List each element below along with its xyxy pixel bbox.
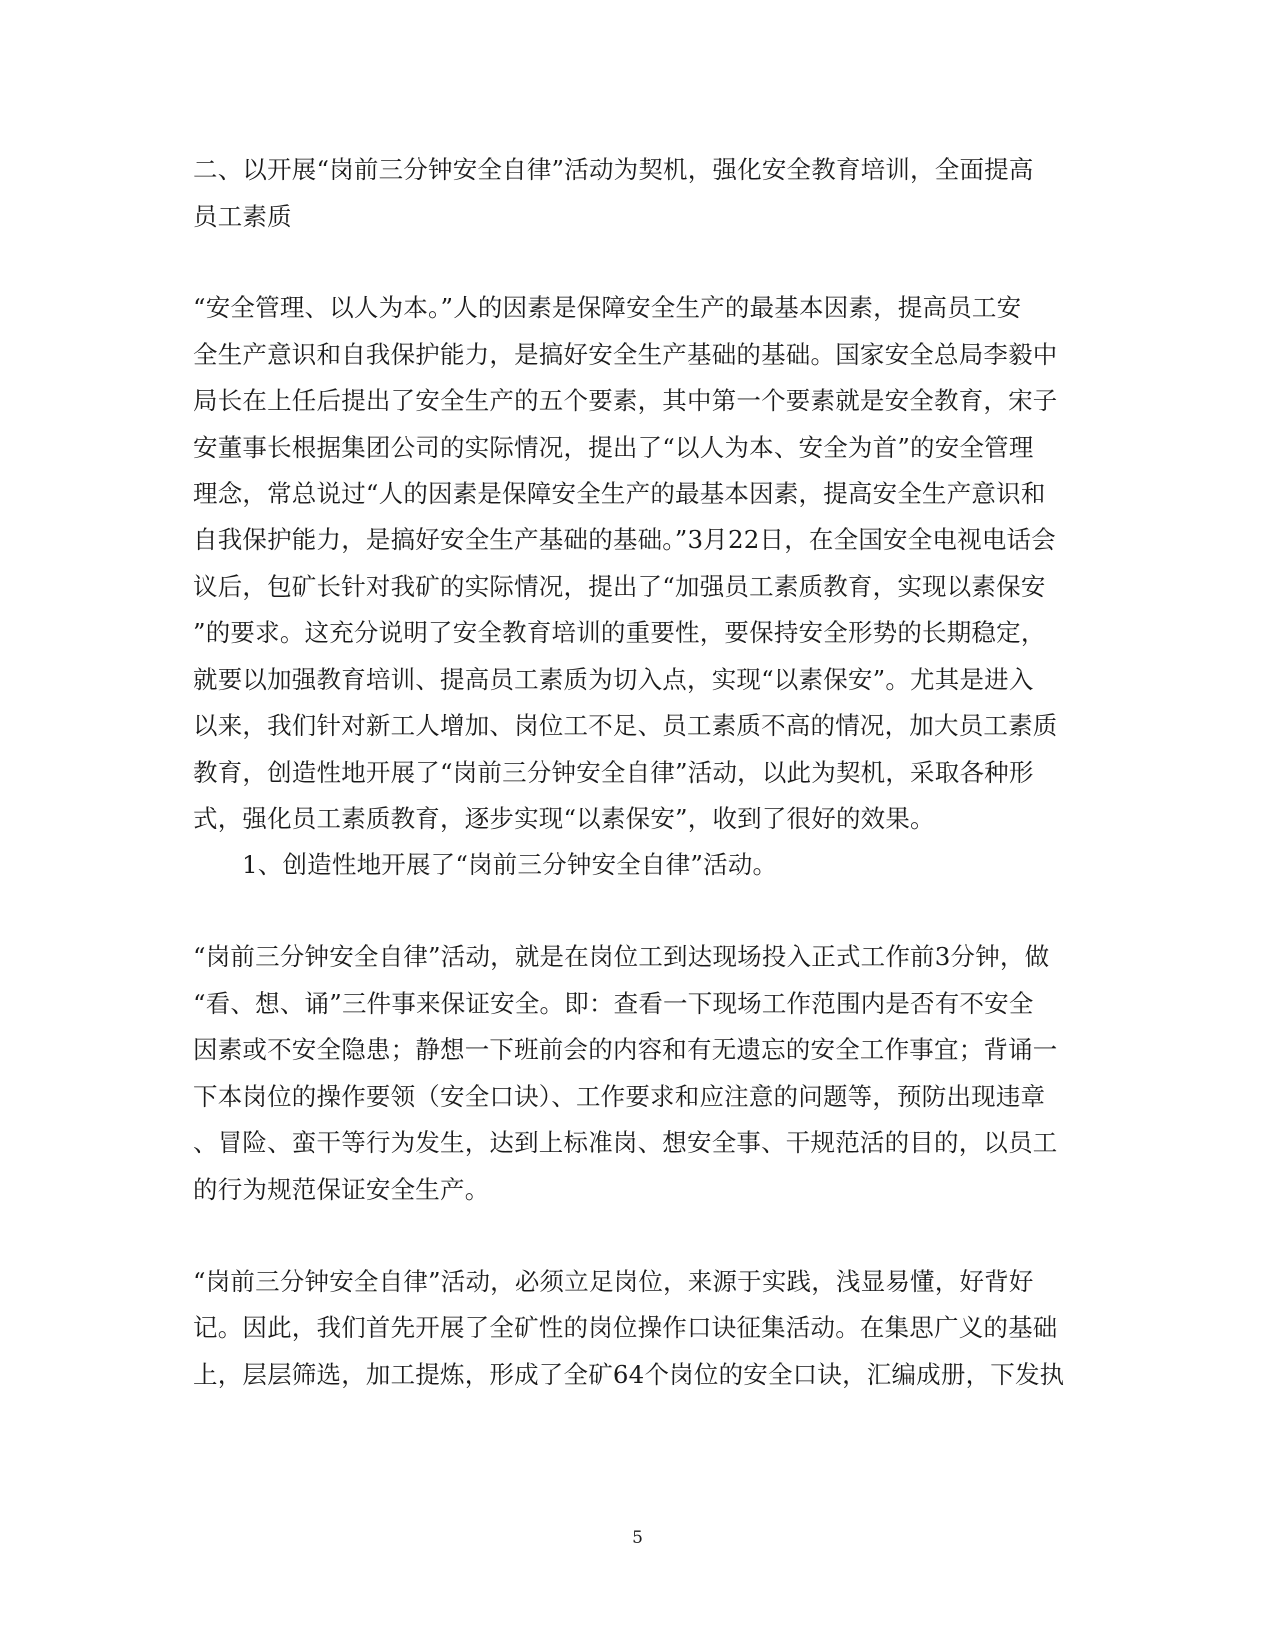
paragraph-line: 教育，创造性地开展了“岗前三分钟安全自律”活动，以此为契机，采取各种形	[193, 758, 1034, 787]
paragraph-line: 以来，我们针对新工人增加、岗位工不足、员工素质不高的情况，加大员工素质	[193, 711, 1058, 740]
paragraph-line: 、冒险、蛮干等行为发生，达到上标准岗、想安全事、干规范活的目的，以员工	[193, 1128, 1058, 1157]
heading-line: 二、以开展“岗前三分钟安全自律”活动为契机，强化安全教育培训，全面提高	[193, 155, 1034, 184]
paragraph-line: 局长在上任后提出了安全生产的五个要素，其中第一个要素就是安全教育，宋子	[193, 386, 1058, 415]
paragraph-line: 式，强化员工素质教育，逐步实现“以素保安”，收到了很好的效果。	[193, 804, 935, 833]
paragraph-line: 安董事长根据集团公司的实际情况，提出了“以人为本、安全为首”的安全管理	[193, 433, 1034, 462]
paragraph-line: 理念，常总说过“人的因素是保障安全生产的最基本因素，提高安全生产意识和	[193, 479, 1046, 508]
paragraph-line: “岗前三分钟安全自律”活动，就是在岗位工到达现场投入正式工作前3分钟，做	[193, 942, 1050, 971]
paragraph-line: 下本岗位的操作要领（安全口诀）、工作要求和应注意的问题等，预防出现违章	[193, 1082, 1046, 1111]
paragraph-line: 议后，包矿长针对我矿的实际情况，提出了“加强员工素质教育，实现以素保安	[193, 572, 1046, 601]
paragraph-line: “岗前三分钟安全自律”活动，必须立足岗位，来源于实践，浅显易懂，好背好	[193, 1267, 1034, 1296]
paragraph-line: “看、想、诵”三件事来保证安全。即：查看一下现场工作范围内是否有不安全	[193, 989, 1034, 1018]
paragraph-line: “安全管理、以人为本。”人的因素是保障安全生产的最基本因素，提高员工安	[193, 293, 1022, 322]
paragraph-line: 上，层层筛选，加工提炼，形成了全矿64个岗位的安全口诀，汇编成册，下发执	[193, 1360, 1065, 1389]
paragraph-line: 的行为规范保证安全生产。	[193, 1175, 490, 1204]
paragraph-line: 全生产意识和自我保护能力，是搞好安全生产基础的基础。国家安全总局李毅中	[193, 340, 1058, 369]
paragraph-line: ”的要求。这充分说明了安全教育培训的重要性，要保持安全形势的长期稳定，	[193, 618, 1046, 647]
page-number: 5	[632, 1528, 643, 1548]
heading-line: 员工素质	[193, 202, 292, 231]
paragraph-line: 记。因此，我们首先开展了全矿性的岗位操作口诀征集活动。在集思广义的基础	[193, 1313, 1058, 1342]
paragraph-line: 自我保护能力，是搞好安全生产基础的基础。”3月22日，在全国安全电视电话会	[193, 525, 1056, 554]
paragraph-line: 因素或不安全隐患；静想一下班前会的内容和有无遗忘的安全工作事宜；背诵一	[193, 1035, 1058, 1064]
paragraph-line: 就要以加强教育培训、提高员工素质为切入点，实现“以素保安”。尤其是进入	[193, 665, 1034, 694]
subheading: 1、创造性地开展了“岗前三分钟安全自律”活动。	[242, 850, 778, 879]
